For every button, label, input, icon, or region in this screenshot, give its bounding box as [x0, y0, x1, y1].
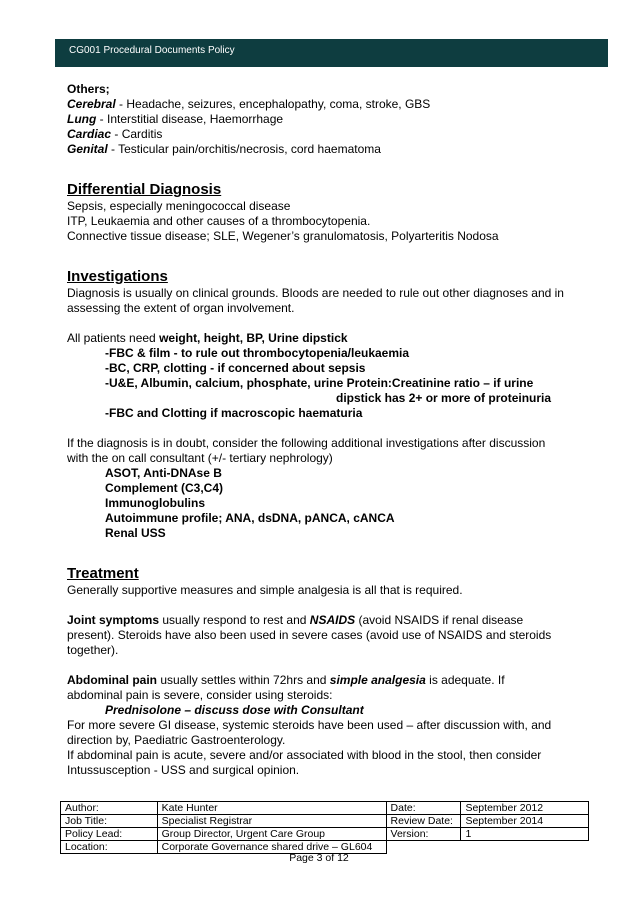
acute-pain-line: If abdominal pain is acute, severe and/or associated with blood in the stool, then consider	[67, 748, 542, 762]
document-footer-table	[60, 801, 589, 854]
differential-line: Connective tissue disease; SLE, Wegener’s granulomatosis, Polyarteritis Nodosa	[67, 229, 499, 243]
additional-test: Immunoglobulins	[105, 496, 205, 510]
others-heading: Others;	[67, 82, 110, 96]
doubt-line: If the diagnosis is in doubt, consider the following additional investigations after discussion	[67, 436, 546, 450]
gi-disease-line: For more severe GI disease, systemic steroids have been used – after discussion with, and	[67, 718, 552, 732]
footer-value: Corporate Governance shared drive – GL604	[157, 841, 386, 854]
additional-test: Autoimmune profile; ANA, dsDNA, pANCA, cANCA	[105, 511, 395, 525]
footer-label: Date:	[386, 802, 461, 815]
treatment-heading: Treatment	[67, 565, 139, 582]
footer-value: September 2014	[461, 815, 589, 828]
joint-symptoms-line: together).	[67, 643, 119, 657]
test-item: -U&E, Albumin, calcium, phosphate, urine Protein:Creatinine ratio – if urine	[105, 376, 534, 390]
additional-test: Complement (C3,C4)	[105, 481, 224, 495]
test-item: -BC, CRP, clotting - if concerned about sepsis	[105, 361, 366, 375]
test-item-continuation: dipstick has 2+ or more of proteinuria	[336, 391, 552, 405]
test-item: -FBC & film - to rule out thrombocytopenia/leukaemia	[105, 346, 410, 360]
treatment-general: Generally supportive measures and simple analgesia is all that is required.	[67, 583, 463, 597]
all-patients-line: All patients need weight, height, BP, Urine dipstick	[67, 331, 348, 345]
footer-row	[61, 802, 589, 815]
page-content	[67, 82, 592, 778]
footer-label: Policy Lead:	[61, 828, 158, 841]
investigations-intro: Diagnosis is usually on clinical grounds. Bloods are needed to rule out other diagnoses and in assessing the extent of organ involvement.	[67, 286, 564, 315]
differential-line: ITP, Leukaemia and other causes of a thrombocytopenia.	[67, 214, 371, 228]
footer-label: Review Date:	[386, 815, 461, 828]
prednisolone-line: Prednisolone – discuss dose with Consultant	[105, 703, 364, 717]
footer-row	[61, 815, 589, 828]
additional-test: Renal USS	[105, 526, 166, 540]
footer-label: Job Title:	[61, 815, 158, 828]
footer-row	[61, 828, 589, 841]
doubt-line: with the on call consultant (+/- tertiary nephrology)	[67, 451, 333, 465]
footer-value: Kate Hunter	[157, 802, 386, 815]
footer-label: Location:	[61, 841, 158, 854]
document-header-title: CG001 Procedural Documents Policy	[69, 45, 235, 56]
gi-disease-line: direction by, Paediatric Gastroenterology.	[67, 733, 286, 747]
page-number: Page 3 of 12	[289, 852, 349, 864]
additional-test: ASOT, Anti-DNAse B	[105, 466, 222, 480]
others-item-genital: Genital - Testicular pain/orchitis/necrosis, cord haematoma	[67, 142, 381, 156]
joint-symptoms-line: present). Steroids have also been used in severe cases (avoid use of NSAIDS and steroids	[67, 628, 552, 642]
joint-symptoms-line: Joint symptoms usually respond to rest and NSAIDS (avoid NSAIDS if renal disease	[67, 613, 524, 627]
acute-pain-line: Intussusception - USS and surgical opinion.	[67, 763, 300, 777]
others-item-cerebral: Cerebral - Headache, seizures, encephalopathy, coma, stroke, GBS	[67, 97, 431, 111]
document-header-bar	[55, 39, 608, 67]
footer-value: 1	[461, 828, 589, 841]
footer-value: Group Director, Urgent Care Group	[157, 828, 386, 841]
footer-value: Specialist Registrar	[157, 815, 386, 828]
others-item-cardiac: Cardiac - Carditis	[67, 127, 163, 141]
footer-label: Version:	[386, 828, 461, 841]
footer-value: September 2012	[461, 802, 589, 815]
abdominal-pain-line: Abdominal pain usually settles within 72hrs and simple analgesia is adequate. If	[67, 673, 505, 687]
differential-heading: Differential Diagnosis	[67, 181, 222, 198]
test-item: -FBC and Clotting if macroscopic haematuria	[105, 406, 363, 420]
abdominal-pain-line: abdominal pain is severe, consider using steroids:	[67, 688, 333, 702]
others-item-lung: Lung - Interstitial disease, Haemorrhage	[67, 112, 284, 126]
differential-line: Sepsis, especially meningococcal disease	[67, 199, 291, 213]
investigations-heading: Investigations	[67, 268, 168, 285]
footer-label: Author:	[61, 802, 158, 815]
